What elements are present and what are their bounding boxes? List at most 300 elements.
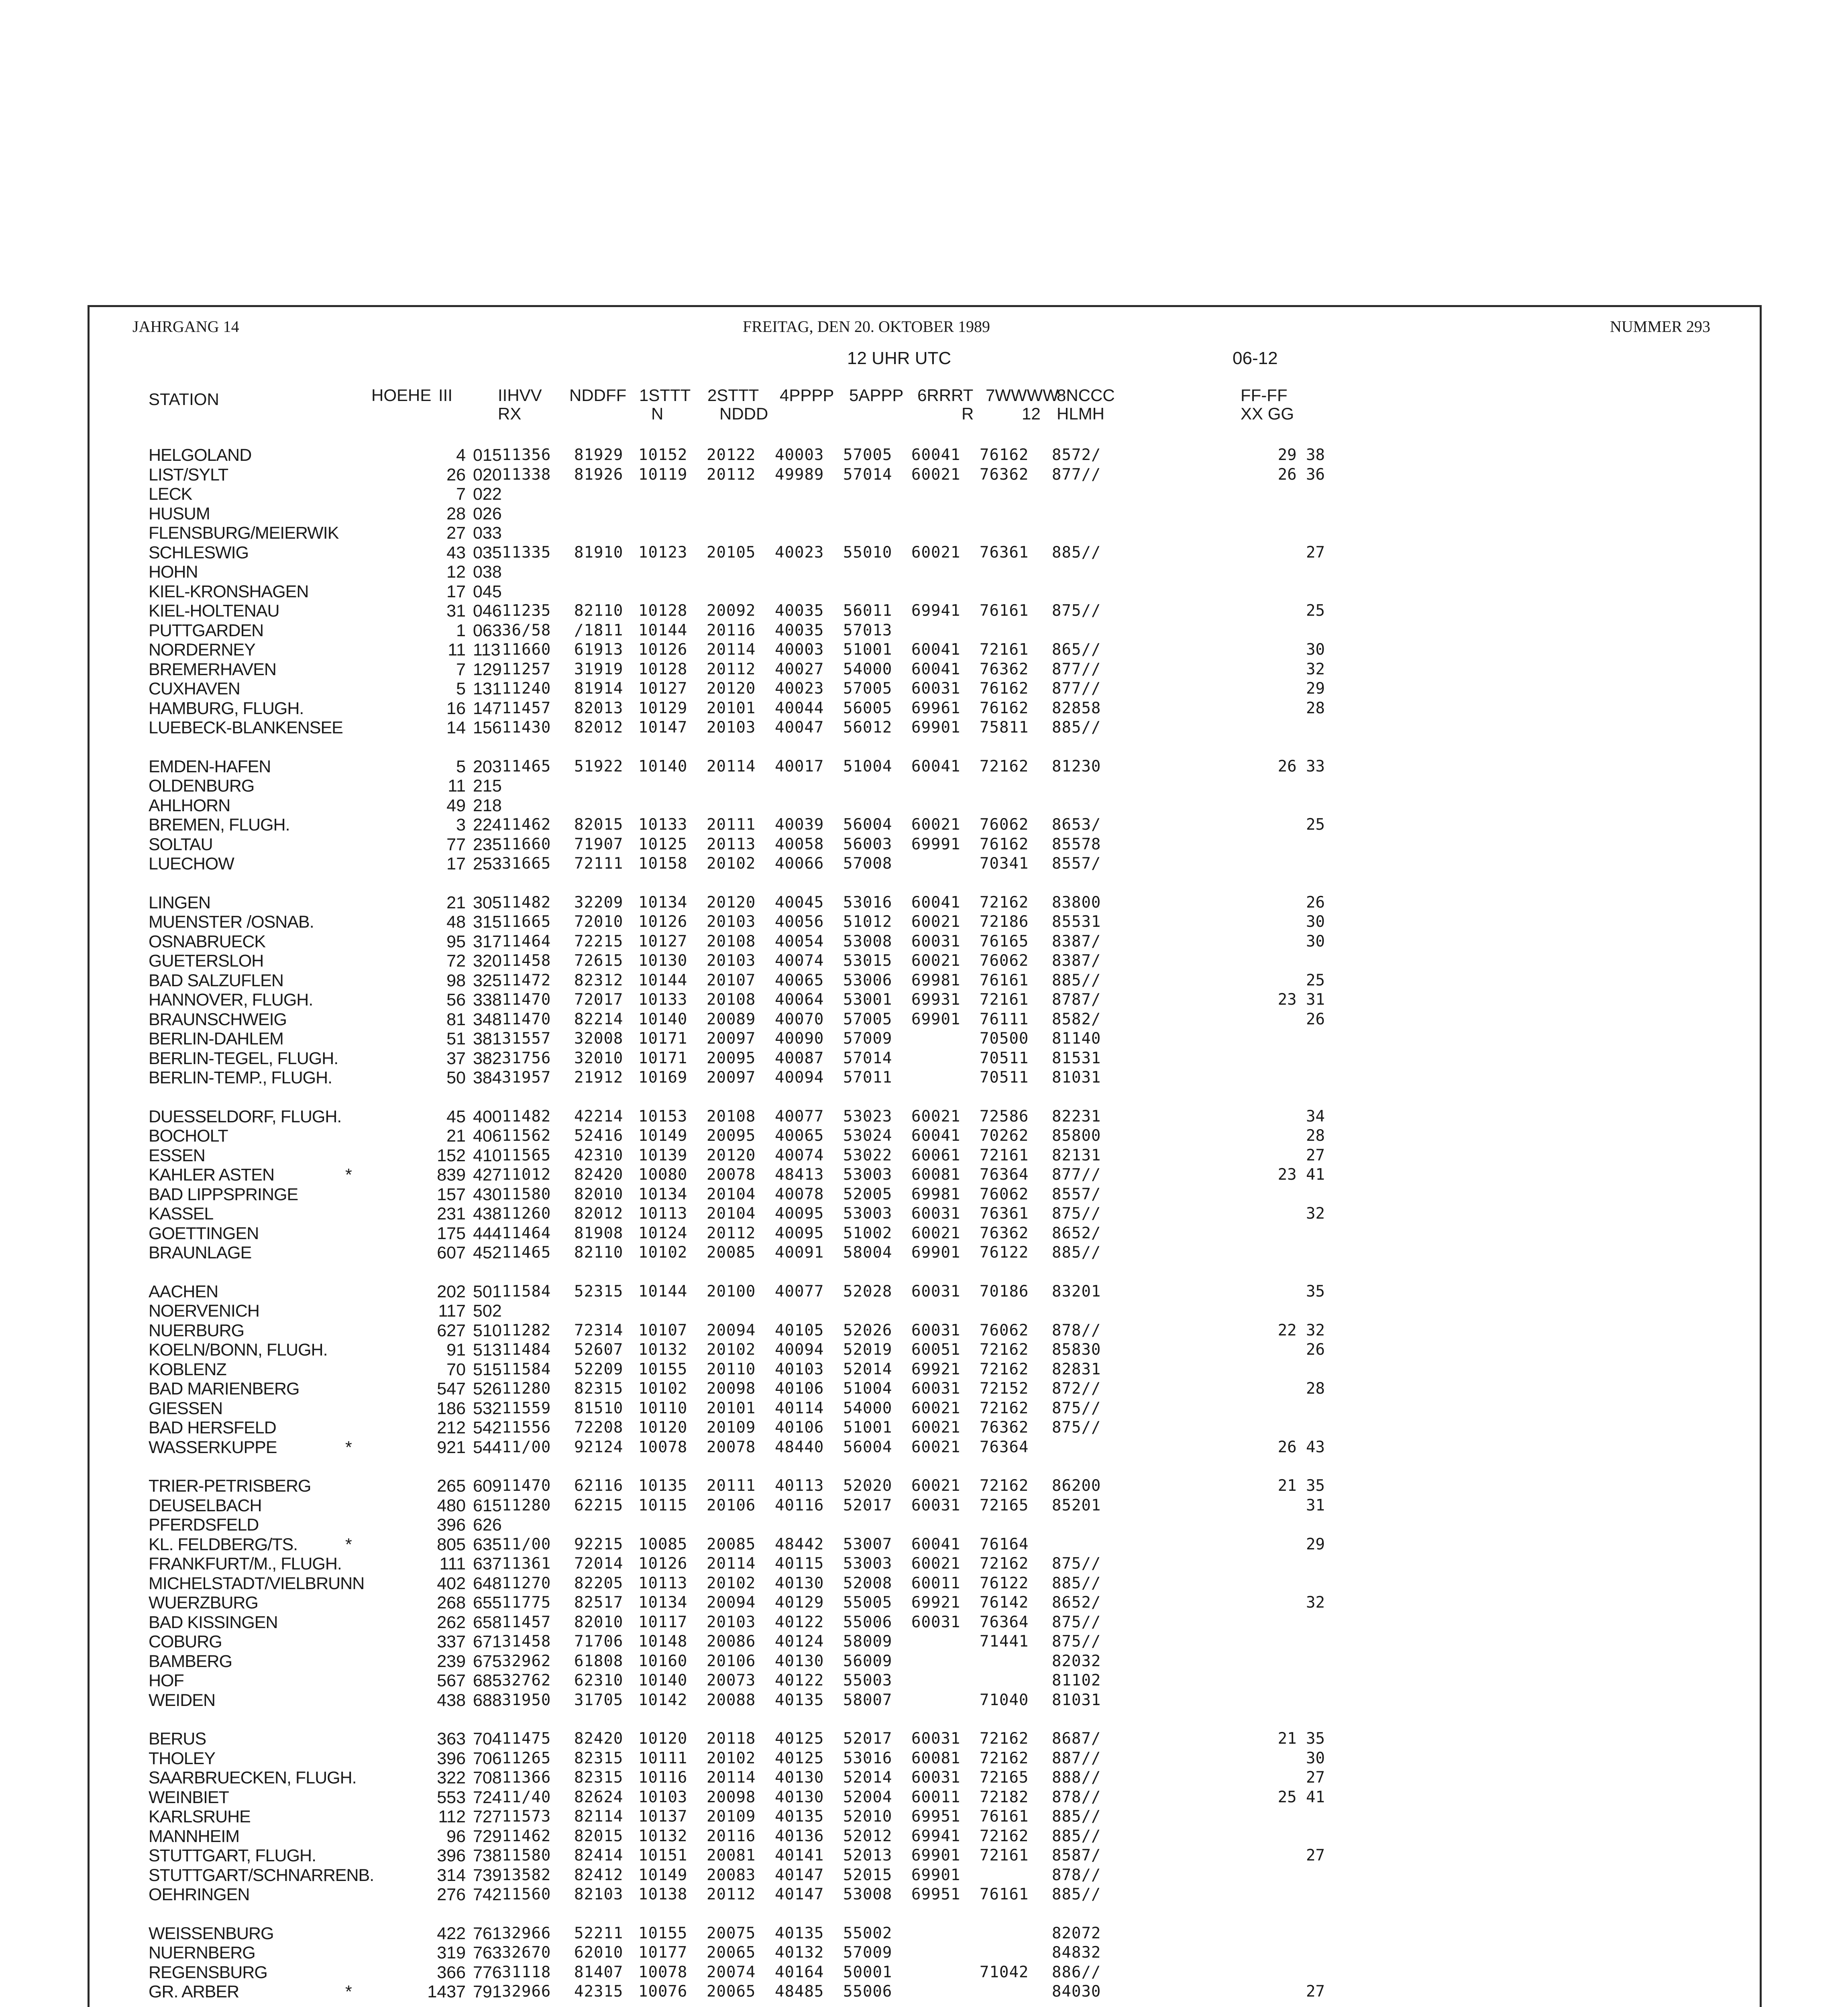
code-group-8: 82032 — [1052, 1652, 1101, 1670]
code-group-4: 40091 — [775, 1244, 824, 1262]
code-group-0: 32762 — [502, 1671, 551, 1689]
code-group-2: 10134 — [638, 893, 688, 912]
station-name: WUERZBURG — [149, 1593, 258, 1612]
code-group-3: 20116 — [707, 1827, 756, 1845]
code-group-0: 36/58 — [502, 621, 551, 639]
gust-value: 22 32 — [1278, 1321, 1325, 1339]
code-group-8: 85201 — [1052, 1496, 1101, 1514]
ff-period: 06-12 — [1233, 348, 1278, 368]
code-group-2: 10076 — [638, 1983, 688, 2001]
station-height: 81 — [446, 1010, 466, 1029]
gust-value: 21 35 — [1278, 1477, 1325, 1495]
code-group-7: 71042 — [980, 1963, 1029, 1981]
station-number: 033 — [473, 523, 502, 543]
code-group-6: 69951 — [911, 1808, 961, 1826]
station-name: GOETTINGEN — [149, 1223, 259, 1243]
station-number: 430 — [473, 1185, 502, 1204]
code-group-5: 52014 — [843, 1769, 892, 1787]
code-group-4: 48485 — [775, 1983, 824, 2001]
code-group-1: 81929 — [574, 446, 623, 464]
code-group-7: 70186 — [980, 1282, 1029, 1301]
code-group-0: 11464 — [502, 932, 551, 951]
table-row — [149, 1029, 1714, 1049]
code-group-2: 10126 — [638, 641, 688, 659]
code-group-4: 40103 — [775, 1360, 824, 1378]
code-group-8: 8653/ — [1052, 816, 1101, 834]
station-number: 501 — [473, 1282, 502, 1301]
code-group-5: 52005 — [843, 1185, 892, 1203]
code-group-6: 69941 — [911, 602, 961, 620]
code-group-8: 885// — [1052, 719, 1101, 737]
station-height: 4 — [456, 446, 466, 465]
station-number: 626 — [473, 1515, 502, 1535]
table-row — [149, 465, 1714, 485]
gust-value: 26 — [1306, 1010, 1325, 1028]
table-row — [149, 1496, 1714, 1516]
code-group-4: 40039 — [775, 816, 824, 834]
code-group-4: 40087 — [775, 1049, 824, 1067]
code-group-2: 10111 — [638, 1749, 688, 1767]
station-number: 502 — [473, 1301, 502, 1321]
code-group-7: 72165 — [980, 1496, 1029, 1514]
code-group-7: 71040 — [980, 1691, 1029, 1709]
code-group-4: 40130 — [775, 1788, 824, 1806]
code-group-0: 11/40 — [502, 1788, 551, 1806]
code-group-1: 52315 — [574, 1282, 623, 1301]
station-height: 607 — [437, 1243, 466, 1262]
station-name: KAHLER ASTEN — [149, 1165, 274, 1185]
code-group-0: 11660 — [502, 835, 551, 853]
col-g0-line2: RX — [498, 404, 522, 423]
table-row — [149, 1866, 1714, 1885]
station-height: 12 — [446, 562, 466, 582]
code-group-3: 20104 — [707, 1205, 756, 1223]
code-group-0: 32966 — [502, 1983, 551, 2001]
code-group-7: 76362 — [980, 465, 1029, 484]
table-row — [149, 893, 1714, 913]
code-group-5: 51004 — [843, 757, 892, 776]
table-row — [149, 1126, 1714, 1146]
station-name: KOBLENZ — [149, 1360, 226, 1379]
code-group-8: 875// — [1052, 1419, 1101, 1437]
code-group-6: 60021 — [911, 952, 961, 970]
station-height: 314 — [437, 1865, 466, 1885]
code-group-8: 82858 — [1052, 699, 1101, 717]
code-group-4: 40136 — [775, 1827, 824, 1845]
code-group-3: 20114 — [707, 641, 756, 659]
station-name: WASSERKUPPE — [149, 1437, 277, 1457]
code-group-7: 72162 — [980, 893, 1029, 912]
code-group-3: 20073 — [707, 1671, 756, 1689]
station-number: 763 — [473, 1943, 502, 1962]
code-group-1: 72615 — [574, 952, 623, 970]
code-group-1: 82114 — [574, 1808, 623, 1826]
station-table — [149, 446, 1714, 2007]
code-group-7: 72161 — [980, 641, 1029, 659]
code-group-0: 11472 — [502, 971, 551, 989]
table-row — [149, 1049, 1714, 1069]
code-group-8: 875// — [1052, 1399, 1101, 1417]
col-g7 — [986, 386, 1059, 423]
station-name: MANNHEIM — [149, 1826, 240, 1846]
code-group-0: 13582 — [502, 1866, 551, 1884]
code-group-8: 885// — [1052, 1574, 1101, 1592]
code-group-8: 83201 — [1052, 1282, 1101, 1301]
code-group-2: 10177 — [638, 1944, 688, 1962]
station-name: THOLEY — [149, 1748, 216, 1768]
code-group-0: 11265 — [502, 1749, 551, 1767]
code-group-2: 10103 — [638, 1788, 688, 1806]
code-group-2: 10080 — [638, 1166, 688, 1184]
code-group-4: 40113 — [775, 1477, 824, 1495]
code-group-4: 40094 — [775, 1069, 824, 1087]
code-group-1: /1811 — [574, 621, 623, 639]
code-group-8: 887// — [1052, 1749, 1101, 1767]
code-group-2: 10152 — [638, 446, 688, 464]
station-number: 381 — [473, 1029, 502, 1048]
code-group-3: 20109 — [707, 1808, 756, 1826]
table-row — [149, 1924, 1714, 1944]
code-group-8: 865// — [1052, 641, 1101, 659]
code-group-4: 40116 — [775, 1496, 824, 1514]
code-group-6: 69901 — [911, 1010, 961, 1028]
code-group-3: 20103 — [707, 913, 756, 931]
code-group-4: 40023 — [775, 543, 824, 562]
code-group-5: 53006 — [843, 971, 892, 989]
code-group-2: 10120 — [638, 1730, 688, 1748]
table-row — [149, 1671, 1714, 1691]
code-group-4: 40124 — [775, 1632, 824, 1651]
gust-value: 31 — [1306, 1496, 1325, 1514]
code-group-6: 69921 — [911, 1360, 961, 1378]
code-group-8: 878// — [1052, 1321, 1101, 1339]
code-group-4: 40135 — [775, 1924, 824, 1942]
code-group-1: 82315 — [574, 1749, 623, 1767]
table-row — [149, 679, 1714, 699]
code-group-5: 57009 — [843, 1030, 892, 1048]
code-group-0: 11464 — [502, 1224, 551, 1242]
issue-date: FREITAG, DEN 20. OKTOBER 1989 — [743, 318, 990, 336]
code-group-6: 60041 — [911, 1535, 961, 1553]
station-number: 218 — [473, 796, 502, 815]
table-row — [149, 1010, 1714, 1030]
code-group-0: 11361 — [502, 1555, 551, 1573]
station-number: 406 — [473, 1126, 502, 1146]
group-spacer — [149, 2002, 1714, 2007]
station-name: LUECHOW — [149, 854, 234, 873]
table-row — [149, 1982, 1714, 2002]
gust-value: 27 — [1306, 1983, 1325, 2001]
station-height: 37 — [446, 1048, 466, 1068]
code-group-5: 51001 — [843, 1419, 892, 1437]
code-group-7: 70511 — [980, 1069, 1029, 1087]
code-group-6: 69981 — [911, 1185, 961, 1203]
col-g3 — [707, 386, 768, 423]
code-group-1: 92215 — [574, 1535, 623, 1553]
code-group-6: 69981 — [911, 971, 961, 989]
code-group-1: 62215 — [574, 1496, 623, 1514]
code-group-7: 76362 — [980, 660, 1029, 678]
station-number: 609 — [473, 1476, 502, 1496]
code-group-0: 31118 — [502, 1963, 551, 1981]
station-name: MUENSTER /OSNAB. — [149, 912, 314, 932]
code-group-6: 60031 — [911, 1496, 961, 1514]
table-row — [149, 601, 1714, 621]
gust-value: 25 — [1306, 816, 1325, 834]
table-row — [149, 932, 1714, 952]
station-name: BAD MARIENBERG — [149, 1379, 300, 1398]
code-group-5: 53003 — [843, 1205, 892, 1223]
station-height: 16 — [446, 698, 466, 718]
station-height: 839 — [437, 1165, 466, 1185]
code-group-1: 81914 — [574, 680, 623, 698]
code-group-3: 20106 — [707, 1652, 756, 1670]
gust-value: 28 — [1306, 1380, 1325, 1398]
station-height: 14 — [446, 718, 466, 737]
station-number: 338 — [473, 990, 502, 1010]
table-row — [149, 1691, 1714, 1710]
code-group-8: 84832 — [1052, 1944, 1101, 1962]
station-height: 921 — [437, 1437, 466, 1457]
code-group-1: 82624 — [574, 1788, 623, 1806]
station-height: 627 — [437, 1321, 466, 1340]
station-number: 685 — [473, 1671, 502, 1690]
col-ff — [1241, 386, 1294, 423]
station-height: 98 — [446, 971, 466, 990]
code-group-1: 62310 — [574, 1671, 623, 1689]
code-group-6: 60031 — [911, 1730, 961, 1748]
station-height: 1 — [456, 621, 466, 640]
station-height: 1437 — [427, 1982, 466, 2001]
table-row — [149, 1321, 1714, 1341]
code-group-5: 52012 — [843, 1827, 892, 1845]
code-group-8: 885// — [1052, 971, 1101, 989]
code-group-4: 40044 — [775, 699, 824, 717]
code-group-6: 69901 — [911, 719, 961, 737]
station-height: 396 — [437, 1846, 466, 1865]
code-group-7: 72162 — [980, 757, 1029, 776]
code-group-3: 20086 — [707, 1632, 756, 1651]
code-group-8: 82231 — [1052, 1107, 1101, 1126]
col-g3-line1: 2STTT — [707, 386, 759, 405]
station-name: KARLSRUHE — [149, 1807, 251, 1826]
code-group-4: 40078 — [775, 1185, 824, 1203]
code-group-7: 76062 — [980, 952, 1029, 970]
station-height: 77 — [446, 835, 466, 854]
station-height: 48 — [446, 912, 466, 932]
code-group-7: 76161 — [980, 1808, 1029, 1826]
code-group-5: 53024 — [843, 1127, 892, 1145]
code-group-5: 56009 — [843, 1652, 892, 1670]
station-number: 526 — [473, 1379, 502, 1398]
code-group-1: 82312 — [574, 971, 623, 989]
station-name: HUSUM — [149, 504, 210, 523]
code-group-2: 10138 — [638, 1885, 688, 1903]
code-group-1: 82010 — [574, 1613, 623, 1631]
code-group-4: 40003 — [775, 446, 824, 464]
code-group-2: 10149 — [638, 1127, 688, 1145]
gust-value: 34 — [1306, 1107, 1325, 1126]
station-name: KASSEL — [149, 1204, 214, 1223]
gust-value: 30 — [1306, 1749, 1325, 1767]
station-name: BAD LIPPSPRINGE — [149, 1185, 298, 1204]
col-g3-line2: NDDD — [719, 404, 768, 423]
code-group-4: 40077 — [775, 1282, 824, 1301]
code-group-2: 10133 — [638, 991, 688, 1009]
code-group-8: 872// — [1052, 1380, 1101, 1398]
table-row — [149, 1613, 1714, 1632]
code-group-0: 11482 — [502, 893, 551, 912]
code-group-0: 11270 — [502, 1574, 551, 1592]
code-group-7: 76162 — [980, 699, 1029, 717]
code-group-5: 52014 — [843, 1360, 892, 1378]
code-group-0: 11/00 — [502, 1535, 551, 1553]
code-group-7: 76122 — [980, 1244, 1029, 1262]
code-group-0: 32966 — [502, 1924, 551, 1942]
station-height: 276 — [437, 1885, 466, 1904]
code-group-0: 11775 — [502, 1594, 551, 1612]
station-height: 112 — [438, 1807, 466, 1826]
station-name: CUXHAVEN — [149, 679, 240, 698]
code-group-8: 877// — [1052, 465, 1101, 484]
gust-value: 29 — [1306, 680, 1325, 698]
gust-value: 21 35 — [1278, 1730, 1325, 1748]
code-group-6: 60021 — [911, 1224, 961, 1242]
station-name: BERUS — [149, 1729, 206, 1748]
code-group-4: 40074 — [775, 952, 824, 970]
code-group-4: 40017 — [775, 757, 824, 776]
code-group-2: 10078 — [638, 1438, 688, 1456]
code-group-3: 20095 — [707, 1049, 756, 1067]
station-number: 305 — [473, 893, 502, 912]
code-group-8: 85830 — [1052, 1341, 1101, 1359]
code-group-8: 81531 — [1052, 1049, 1101, 1067]
col-g0-line1: IIHVV — [498, 386, 542, 405]
code-group-7: 72165 — [980, 1769, 1029, 1787]
code-group-5: 52019 — [843, 1341, 892, 1359]
col-g2 — [639, 386, 691, 423]
code-group-0: 11356 — [502, 446, 551, 464]
table-row — [149, 1204, 1714, 1224]
code-group-8: 877// — [1052, 680, 1101, 698]
station-number: 544 — [473, 1437, 502, 1457]
station-number: 532 — [473, 1398, 502, 1418]
code-group-5: 57005 — [843, 680, 892, 698]
code-group-7: 76361 — [980, 1205, 1029, 1223]
table-row — [149, 757, 1714, 777]
code-group-3: 20089 — [707, 1010, 756, 1028]
code-group-4: 40132 — [775, 1944, 824, 1962]
code-group-1: 82012 — [574, 1205, 623, 1223]
station-number: 410 — [473, 1146, 502, 1165]
table-row — [149, 912, 1714, 932]
station-number: 026 — [473, 504, 502, 523]
station-number: 704 — [473, 1729, 502, 1748]
code-group-5: 52028 — [843, 1282, 892, 1301]
code-group-2: 10127 — [638, 680, 688, 698]
mountain-station-mark: * — [345, 1165, 352, 1185]
code-group-1: 72111 — [574, 855, 623, 873]
code-group-1: 82015 — [574, 816, 623, 834]
station-number: 253 — [473, 854, 502, 873]
table-row — [149, 1282, 1714, 1302]
code-group-0: 11335 — [502, 543, 551, 562]
code-group-8: 8587/ — [1052, 1846, 1101, 1865]
code-group-0: 11282 — [502, 1321, 551, 1339]
code-group-2: 10132 — [638, 1341, 688, 1359]
col-ff-line2: XX GG — [1241, 404, 1294, 423]
table-row — [149, 776, 1714, 796]
code-group-5: 53008 — [843, 1885, 892, 1903]
station-height: 239 — [437, 1651, 466, 1671]
code-group-0: 31957 — [502, 1069, 551, 1087]
code-group-2: 10102 — [638, 1380, 688, 1398]
code-group-4: 40147 — [775, 1866, 824, 1884]
station-name: DUESSELDORF, FLUGH. — [149, 1107, 342, 1126]
gust-value: 29 — [1306, 1535, 1325, 1553]
code-group-0: 11465 — [502, 1244, 551, 1262]
station-number: 727 — [473, 1807, 502, 1826]
code-group-3: 20111 — [707, 1477, 756, 1495]
table-row — [149, 1768, 1714, 1788]
code-group-5: 52026 — [843, 1321, 892, 1339]
volume-label: JAHRGANG 14 — [132, 318, 239, 336]
code-group-7: 76362 — [980, 1419, 1029, 1437]
station-number: 739 — [473, 1865, 502, 1885]
code-group-6: 60031 — [911, 1282, 961, 1301]
code-group-0: 11366 — [502, 1769, 551, 1787]
code-group-6: 60021 — [911, 1438, 961, 1456]
station-name: BAD KISSINGEN — [149, 1612, 278, 1632]
table-row — [149, 1418, 1714, 1438]
code-group-5: 57005 — [843, 446, 892, 464]
code-group-5: 52008 — [843, 1574, 892, 1592]
code-group-5: 58004 — [843, 1244, 892, 1262]
code-group-2: 10140 — [638, 1010, 688, 1028]
code-group-4: 40106 — [775, 1419, 824, 1437]
code-group-1: 82015 — [574, 1827, 623, 1845]
code-group-7: 71441 — [980, 1632, 1029, 1651]
code-group-3: 20109 — [707, 1419, 756, 1437]
code-group-3: 20108 — [707, 991, 756, 1009]
code-group-7: 76364 — [980, 1166, 1029, 1184]
code-group-1: 31919 — [574, 660, 623, 678]
table-row — [149, 1632, 1714, 1652]
station-number: 542 — [473, 1418, 502, 1437]
station-name: HANNOVER, FLUGH. — [149, 990, 313, 1010]
table-row — [149, 1340, 1714, 1360]
code-group-7: 72162 — [980, 1555, 1029, 1573]
code-group-1: 82420 — [574, 1730, 623, 1748]
station-height: 7 — [456, 660, 466, 679]
code-group-6: 60041 — [911, 1127, 961, 1145]
code-group-0: 11475 — [502, 1730, 551, 1748]
station-number: 427 — [473, 1165, 502, 1185]
table-row — [149, 1729, 1714, 1749]
code-group-1: 72014 — [574, 1555, 623, 1573]
code-group-1: 62010 — [574, 1944, 623, 1962]
code-group-3: 20102 — [707, 855, 756, 873]
table-row — [149, 854, 1714, 874]
code-group-4: 40094 — [775, 1341, 824, 1359]
table-row — [149, 1399, 1714, 1419]
code-group-8: 878// — [1052, 1788, 1101, 1806]
station-name: GUETERSLOH — [149, 951, 264, 971]
code-group-2: 10107 — [638, 1321, 688, 1339]
code-group-4: 48442 — [775, 1535, 824, 1553]
code-group-6: 60021 — [911, 913, 961, 931]
code-group-2: 10123 — [638, 543, 688, 562]
